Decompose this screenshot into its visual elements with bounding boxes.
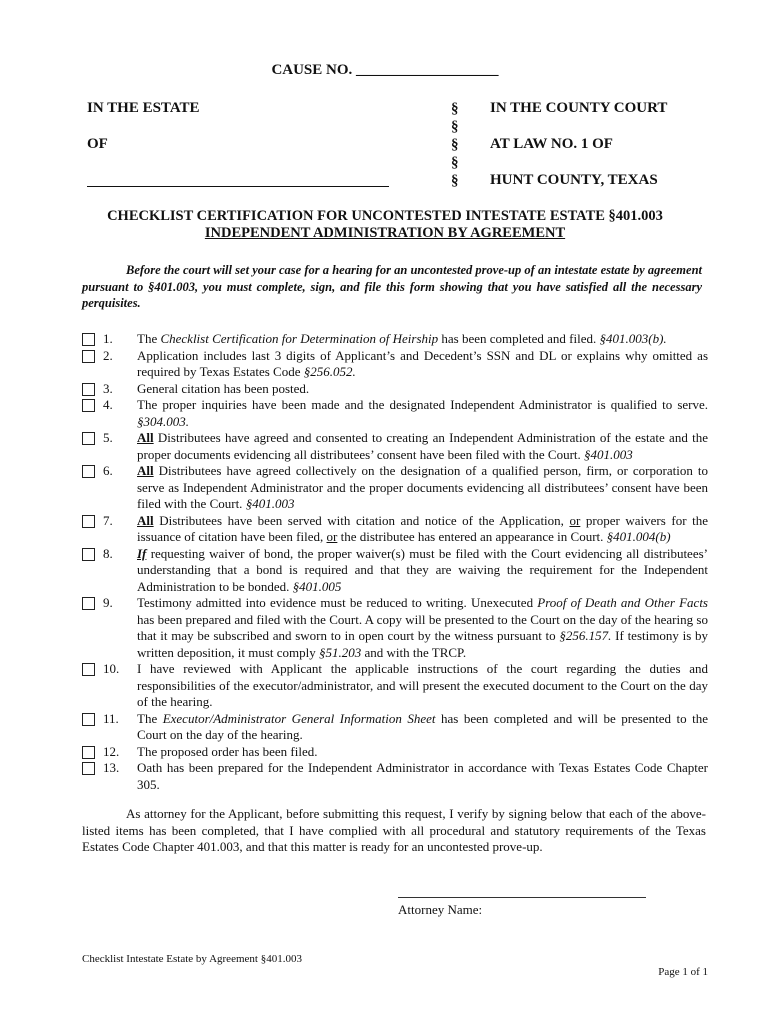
item-text-run: or — [326, 529, 338, 544]
section-mark: § — [451, 173, 459, 189]
checkbox[interactable] — [82, 762, 95, 775]
item-text-run: If testimony is by written deposition, it must comply — [137, 628, 709, 660]
item-text-run: §401.003 — [245, 496, 295, 511]
checklist-item — [82, 348, 708, 381]
item-text-run: If — [137, 545, 147, 561]
item-text-run: proper waivers for the issuance of citation have been filed, — [137, 512, 708, 544]
item-number: 2. — [103, 347, 113, 363]
closing-paragraph: As attorney for the Applicant, before submitting this request, I verify by signing below that each of the above-listed items has been completed, that I have complied with all procedural and statutory requirements of the Texas Estates Code Chapter 401.003, and that this matter is ready for an uncontested prove-up. — [82, 806, 706, 854]
item-number: 1. — [103, 331, 113, 346]
checklist-item — [82, 430, 708, 463]
item-text-run: §401.005 — [292, 578, 342, 594]
item-text-run: has been completed and will be presented to the Court on the day of the hearing. — [137, 710, 708, 742]
form-title-line2: INDEPENDENT ADMINISTRATION BY AGREEMENT — [204, 225, 566, 241]
section-mark: § — [451, 101, 459, 117]
checklist-item — [82, 513, 708, 546]
caption-right-county: HUNT COUNTY, TEXAS — [490, 172, 658, 188]
section-mark: § — [451, 119, 459, 135]
section-mark: § — [451, 137, 459, 153]
item-text-run: Proof of Death and Other Facts — [537, 595, 708, 610]
item-number: 12. — [103, 743, 120, 759]
item-text-run: All — [137, 463, 154, 478]
item-text — [137, 348, 708, 381]
item-text-run: §51.203 — [319, 644, 362, 660]
item-text-run: Distributees have agreed and consented to creating an Independent Administration of the estate and the proper documents evidencing all distributees’ consent have been filed with the Court. — [137, 430, 708, 462]
checkbox[interactable] — [82, 746, 95, 759]
item-text-run: General citation has been posted. — [137, 380, 310, 396]
item-text-run: The — [137, 331, 161, 346]
item-text-run: §401.004(b) — [606, 529, 671, 544]
item-text-run: §401.003 — [584, 446, 633, 462]
caption-left-of: OF — [87, 136, 108, 152]
item-text — [137, 711, 708, 744]
item-number: 13. — [103, 760, 120, 775]
attorney-name-label: Attorney Name: — [398, 902, 483, 917]
item-text-run: Testimony admitted into evidence must be reduced to writing. Unexecuted — [137, 595, 538, 610]
item-text — [137, 513, 708, 546]
item-text-run: All — [137, 512, 154, 528]
checkbox[interactable] — [82, 383, 95, 396]
intro-paragraph: Before the court will set your case for a hearing for an uncontested prove-up of an intestate estate by agreement pursuant to §401.003, you must complete, sign, and file this form showing that you have satisfied all the necessary perquisites. — [82, 263, 702, 310]
checkbox[interactable] — [82, 515, 95, 528]
caption-right-law-no: AT LAW NO. 1 OF — [490, 136, 613, 152]
item-number: 3. — [103, 380, 113, 396]
item-text — [137, 397, 708, 430]
checkbox[interactable] — [82, 350, 95, 363]
item-text-run: Checklist Certification for Determination of Heirship — [160, 331, 439, 346]
checklist-item — [82, 397, 708, 430]
item-text — [137, 760, 708, 793]
item-number: 9. — [103, 595, 113, 610]
item-number: 6. — [103, 463, 113, 478]
item-number: 11. — [103, 710, 119, 726]
item-text-run: §256.052. — [303, 364, 356, 379]
checkbox[interactable] — [82, 713, 95, 726]
item-number: 10. — [103, 661, 120, 676]
checkbox[interactable] — [82, 465, 95, 478]
checkbox[interactable] — [82, 399, 95, 412]
item-text — [137, 595, 708, 661]
section-mark: § — [451, 155, 459, 171]
page-number: Page 1 of 1 — [658, 966, 708, 978]
item-text-run: Oath has been prepared for the Independent Administrator in accordance with Texas Estates Code Chapter 305. — [137, 760, 708, 792]
item-text — [137, 744, 708, 761]
checkbox[interactable] — [82, 597, 95, 610]
checklist — [82, 331, 708, 793]
item-text-run: The proper inquiries have been made and the designated Independent Administrator is qualified to serve. — [137, 397, 708, 412]
item-text-run: the distributee has entered an appearance in Court. — [337, 529, 607, 544]
checklist-item — [82, 661, 708, 711]
checklist-item — [82, 711, 708, 744]
item-text-run: has been prepared and filed with the Court. A copy will be presented to the Court on the day of the hearing so that it may be subscribed and sworn to in open court by the witness pursuant to — [137, 611, 708, 643]
item-text-run: requesting waiver of bond, the proper waiver(s) must be filed with the Court evidencing all distributees’ understanding that a bond is required and that they are waiving the requirement for the Independent Administration to be bonded. — [137, 545, 708, 594]
item-text — [137, 661, 708, 711]
checklist-item — [82, 595, 708, 661]
item-text-run: The — [137, 710, 163, 726]
checkbox[interactable] — [82, 432, 95, 445]
checkbox[interactable] — [82, 663, 95, 676]
item-number: 7. — [103, 512, 113, 528]
caption-right-court: IN THE COUNTY COURT — [490, 100, 668, 116]
cause-number: CAUSE NO. ___________________ — [271, 62, 499, 78]
item-text-run: has been completed and filed. — [438, 331, 600, 346]
checklist-item — [82, 463, 708, 513]
form-title — [0, 208, 770, 242]
footer-title: Checklist Intestate Estate by Agreement §401.003 — [82, 953, 302, 965]
attorney-signature-line[interactable] — [398, 897, 646, 898]
item-text-run: Distributees have agreed collectively on the designation of a qualified person, firm, or corporation to serve as Independent Administrator and the proper documents evidencing all distributees’ consent have been filed with the Court. — [137, 463, 708, 511]
item-text — [137, 331, 708, 348]
item-text — [137, 463, 708, 513]
checklist-item — [82, 760, 708, 793]
item-text-run: and with the TRCP. — [361, 644, 467, 660]
checklist-item — [82, 381, 708, 398]
item-text-run: Application includes last 3 digits of Applicant’s and Decedent’s SSN and DL or explains why omitted as required by Texas Estates Code — [137, 347, 708, 379]
caption-left-estate: IN THE ESTATE — [87, 100, 200, 116]
item-number: 5. — [103, 430, 113, 445]
item-text-run: or — [569, 512, 581, 528]
item-text-run: §304.003. — [137, 413, 189, 429]
item-text-run: §401.003(b). — [599, 331, 667, 346]
checkbox[interactable] — [82, 548, 95, 561]
item-text-run: Distributees have been served with citation and notice of the Application, — [153, 512, 570, 528]
checklist-item — [82, 331, 708, 348]
item-text-run: §256.157. — [559, 628, 612, 643]
decedent-name-line[interactable] — [87, 186, 389, 187]
item-text — [137, 381, 708, 398]
form-title-line1: CHECKLIST CERTIFICATION FOR UNCONTESTED INTESTATE ESTATE §401.003 — [107, 208, 663, 224]
checklist-item — [82, 546, 708, 596]
item-text-run: All — [137, 430, 154, 445]
item-text — [137, 430, 708, 463]
item-number: 8. — [103, 545, 113, 561]
item-text-run: I have reviewed with Applicant the applicable instructions of the court regarding the duties and responsibilities of the executor/administrator, and will present the executed document to the Court on the day of the hearing. — [137, 661, 708, 709]
item-text-run: Executor/Administrator General Information Sheet — [162, 710, 436, 726]
checklist-item — [82, 744, 708, 761]
checkbox[interactable] — [82, 333, 95, 346]
item-text — [137, 546, 708, 596]
item-text-run: The proposed order has been filed. — [137, 743, 318, 759]
item-number: 4. — [103, 397, 113, 412]
